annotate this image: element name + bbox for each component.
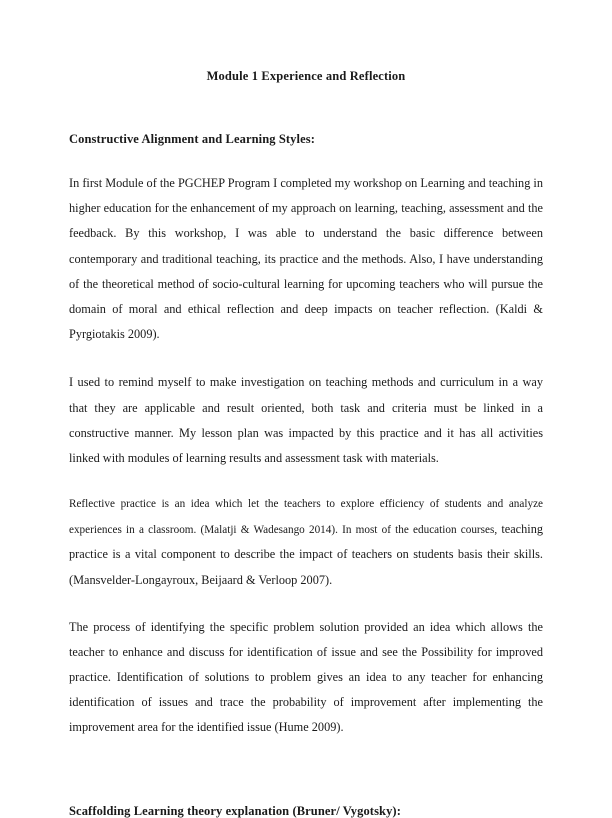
section-heading-scaffolding: Scaffolding Learning theory explanation (Bruner/ Vygotsky):: [69, 803, 401, 818]
paragraph-workshop-overview: In first Module of the PGCHEP Program I completed my workshop on Learning and teaching in higher education for the enhancement of my approach on learning, teaching, assessment and the feedback. By this workshop, I was able to understand the basic difference between contemporary and traditional teaching, its practice and the methods. Also, I have understanding of the theoretical method of socio-cultural learning for upcoming teachers who will pursue the domain of moral and ethical reflection and deep impacts on teacher reflection. (Kaldi & Pyrgiotakis 2009).: [69, 176, 543, 342]
page-title: Module 1 Experience and Reflection: [206, 69, 406, 83]
paragraph-reflective-practice-lead: Reflective practice is an idea which let the teachers to explore efficiency of students and analyze experiences in a classroom. (Malatji & Wadesango 2014). In most of the education courses,: [69, 498, 543, 536]
paragraph-investigation-practice: I used to remind myself to make investigation on teaching methods and curriculum in a way that they are applicable and result oriented, both task and criteria must be linked in a constructive manner. My lesson plan was impacted by this practice and it has all activities linked with modules of learning results and assessment task with materials.: [69, 375, 543, 466]
section-heading-constructive-alignment: Constructive Alignment and Learning Styles:: [69, 132, 315, 146]
paragraph-reflective-practice: [69, 492, 543, 593]
paragraph-problem-solution-process: The process of identifying the specific problem solution provided an idea which allows the teacher to enhance and discuss for identification of issue and see the Possibility for improved practice. Identification of solutions to problem gives an idea to any teacher for enhancing identification of issues and trace the probability of improvement after implementing the improvement area for the identified issue (Hume 2009).: [69, 619, 543, 735]
paragraph-reflective-practice-rest: teaching practice is a vital component to describe the impact of teachers on students basis their skills. (Mansvelder-Longayroux, Beijaard & Verloop 2007).: [69, 521, 543, 588]
document-body: [69, 0, 543, 818]
